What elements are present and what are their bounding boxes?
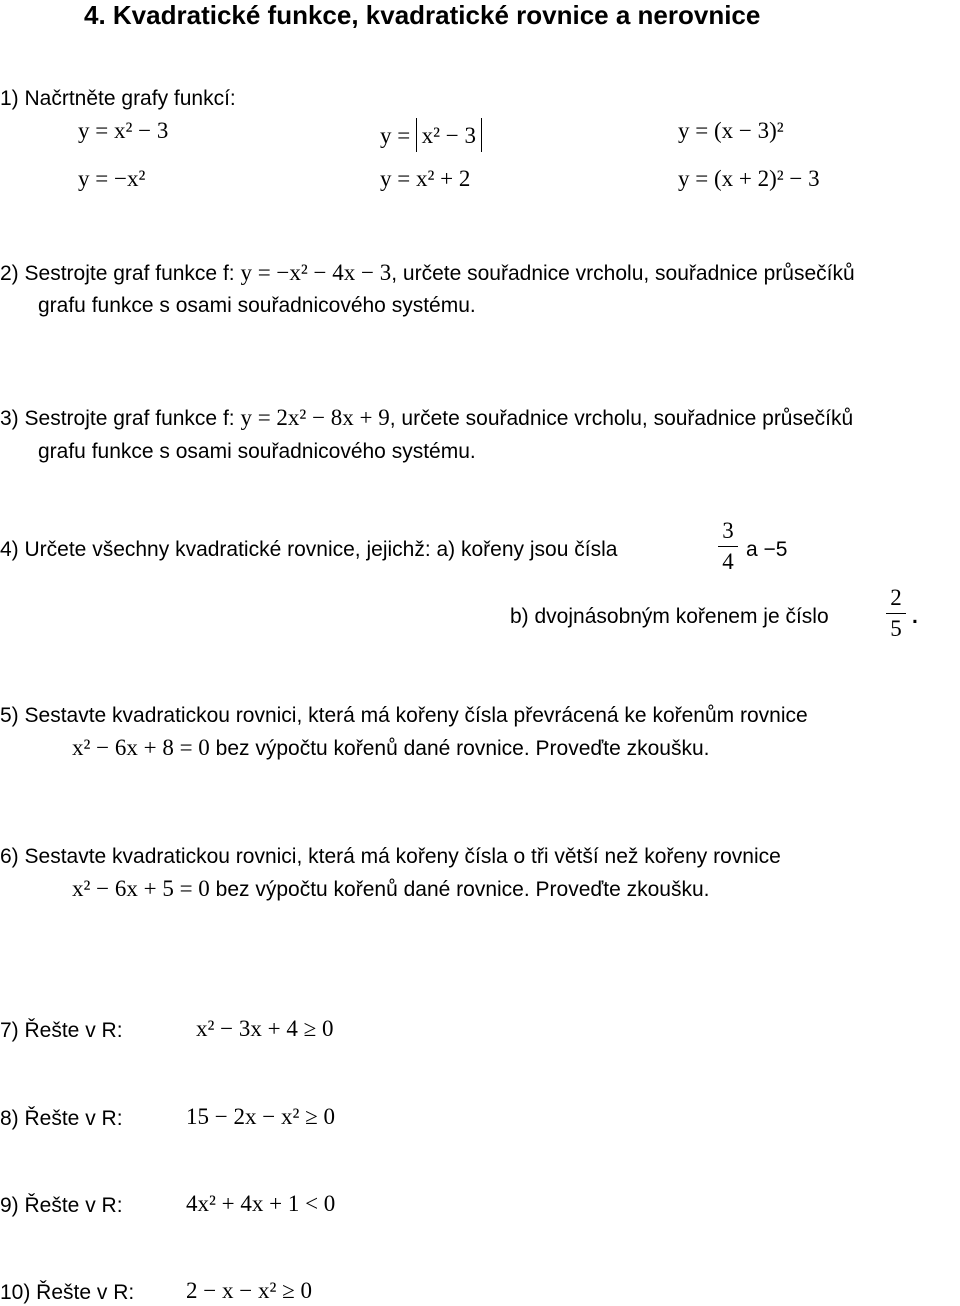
q4-line-a: 4) Určete všechny kvadratické rovnice, jejichž: a) kořeny jsou čísla [0,538,618,561]
q6-line-1: 6) Sestavte kvadratickou rovnici, která má kořeny čísla o tři větší než kořeny rovnice [0,845,781,868]
q2-line-1 [0,260,855,287]
q2-formula: y = −x² − 4x − 3 [240,260,392,285]
q1-formula-5: y = x² + 2 [380,166,471,191]
q6-suffix: bez výpočtu kořenů dané rovnice. Proveďte zkoušku. [215,878,710,901]
q1-label: 1) Načrtněte grafy funkcí: [0,87,236,110]
q1-formula-1: y = x² − 3 [78,118,169,143]
fraction-bar [718,546,738,547]
fraction-bar [886,613,906,614]
q4-a-suffix: a −5 [746,538,788,561]
q1-formula-2-inner: x² − 3 [421,123,476,148]
q1-formula-3: y = (x − 3)² [678,118,784,143]
q7-label: 7) Řešte v R: [0,1019,123,1042]
q1-formula-6: y = (x + 2)² − 3 [678,166,820,191]
q9-formula: 4x² + 4x + 1 < 0 [186,1191,336,1216]
q5-line-2 [72,735,710,762]
q5-suffix: bez výpočtu kořenů dané rovnice. Proveďte zkoušku. [215,737,710,760]
q3-line-2: grafu funkce s osami souřadnicového systému. [38,440,476,463]
q10-formula: 2 − x − x² ≥ 0 [186,1278,312,1303]
q2-line-2: grafu funkce s osami souřadnicového systému. [38,294,476,317]
q9-label: 9) Řešte v R: [0,1194,123,1217]
q2-suffix: , určete souřadnice vrcholu, souřadnice průsečíků [391,262,855,285]
q2-prefix: 2) Sestrojte graf funkce f: [0,262,235,285]
q3-prefix: 3) Sestrojte graf funkce f: [0,407,235,430]
page-title: 4. Kvadratické funkce, kvadratické rovnice a nerovnice [84,0,761,30]
q6-line-2 [72,876,710,903]
q4-fraction-b-numerator: 2 [890,585,902,610]
q3-formula: y = 2x² − 8x + 9 [240,405,390,430]
q1-formula-2-prefix: y = [380,123,416,148]
q3-suffix: , určete souřadnice vrcholu, souřadnice průsečíků [389,407,854,430]
q8-label: 8) Řešte v R: [0,1107,123,1130]
q1-formula-4: y = −x² [78,166,146,191]
q4-fraction-a-numerator: 3 [722,518,734,543]
q4-fraction-b [886,585,906,642]
q4-line-b: b) dvojnásobným kořenem je číslo [510,605,829,628]
q4-b-suffix: . [912,605,918,628]
q1-formula-2 [380,118,482,152]
q10-label: 10) Řešte v R: [0,1281,135,1304]
q4-fraction-b-denominator: 5 [890,616,902,641]
q5-formula: x² − 6x + 8 = 0 [72,735,210,760]
q4-fraction-a-denominator: 4 [722,549,734,574]
q3-line-1 [0,405,853,432]
q4-fraction-a [718,518,738,575]
q8-formula: 15 − 2x − x² ≥ 0 [186,1104,335,1129]
q7-formula: x² − 3x + 4 ≥ 0 [196,1016,334,1041]
q5-line-1: 5) Sestavte kvadratickou rovnici, která má kořeny čísla převrácená ke kořenům rovnice [0,704,808,727]
abs-bar-left [416,118,417,152]
q6-formula: x² − 6x + 5 = 0 [72,876,210,901]
abs-bar-right [481,118,482,152]
